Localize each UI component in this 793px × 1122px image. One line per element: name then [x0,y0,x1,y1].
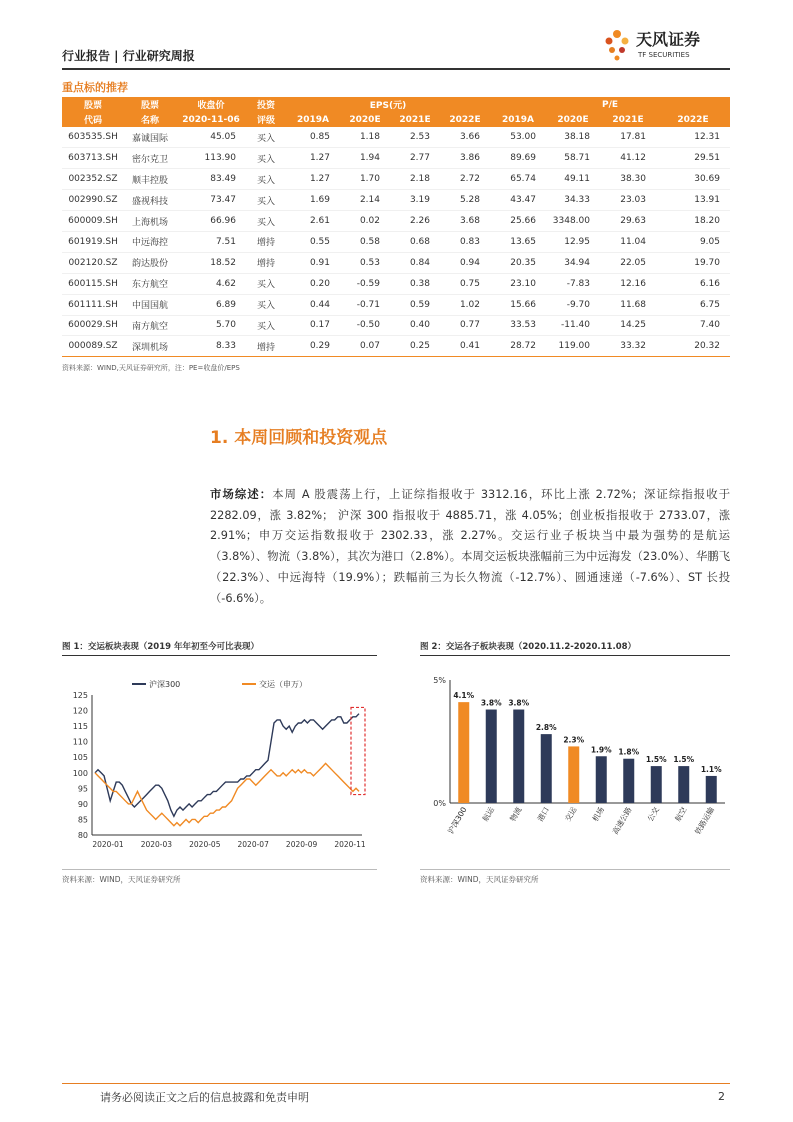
footer-disclaimer: 请务必阅读正文之后的信息披露和免责申明 [100,1091,309,1104]
data-label: 2.3% [563,735,585,745]
fig2-caption: 图 2：交运各子板块表现（2020.11.2-2020.11.08） [420,642,637,652]
header-cell: 2020E [340,112,390,127]
logo-text: 天风证券 [636,30,701,49]
table-cell: 2.14 [340,190,390,211]
section-title: 重点标的推荐 [62,81,128,94]
table-cell: 65.74 [490,169,546,190]
y-tick-label: 90 [77,799,88,809]
table-cell: 0.44 [286,294,340,315]
table-cell: 买入 [246,148,286,169]
table-cell: 0.20 [286,273,340,294]
table-cell: 603535.SH [62,127,124,148]
table-cell: 0.77 [440,315,490,336]
table-cell: 20.32 [656,336,730,357]
table-cell: 9.05 [656,231,730,252]
table-cell: 3.86 [440,148,490,169]
table-cell: 3.66 [440,127,490,148]
header-cell: 收盘价 [176,97,246,112]
table-cell: 增持 [246,231,286,252]
header-cell: 投资 [246,97,286,112]
y-tick-label: 100 [72,768,88,778]
table-row [62,127,730,148]
table-cell: 38.18 [546,127,600,148]
header-cell: 2022E [440,112,490,127]
bar [678,766,689,803]
table-cell: 上海机场 [124,211,176,232]
header-cell: 名称 [124,112,176,127]
table-cell: 601111.SH [62,294,124,315]
table-cell: 0.55 [286,231,340,252]
category-label: 沪深300 [446,805,469,836]
section-heading: 1. 本周回顾和投资观点 [210,428,388,448]
table-cell: 1.94 [340,148,390,169]
table-cell: 韵达股份 [124,252,176,273]
table-cell: 12.31 [656,127,730,148]
bar [568,746,579,803]
table-cell: 2.77 [390,148,440,169]
table-cell: 0.75 [440,273,490,294]
bar [458,702,469,803]
y-tick-label: 105 [72,753,88,763]
table-cell: 6.16 [656,273,730,294]
fig2-bottom-rule [420,869,730,870]
series-line-0 [95,714,359,817]
table-cell: 1.18 [340,127,390,148]
table-cell: 买入 [246,273,286,294]
bar [706,776,717,803]
category-label: 港口 [535,805,551,823]
table-cell: 0.91 [286,252,340,273]
table-body [62,127,730,357]
header-cell: 2022E [656,112,730,127]
table-cell: 601919.SH [62,231,124,252]
table-cell: 6.89 [176,294,246,315]
table-cell: 增持 [246,336,286,357]
table-cell: 17.81 [600,127,656,148]
data-label: 1.1% [700,764,722,774]
table-cell: 11.68 [600,294,656,315]
table-cell: 2.61 [286,211,340,232]
table-cell: 0.58 [340,231,390,252]
header-cell: 2020-11-06 [176,112,246,127]
y-tick-label: 125 [72,691,88,700]
table-cell: 38.30 [600,169,656,190]
header-cell: 代码 [62,112,124,127]
table-cell: 002990.SZ [62,190,124,211]
table-cell: 顺丰控股 [124,169,176,190]
company-logo [600,22,740,68]
category-label: 交运 [563,805,579,823]
table-cell: 600009.SH [62,211,124,232]
table-cell: 0.94 [440,252,490,273]
table-cell: 43.47 [490,190,546,211]
report-type: 行业报告 | 行业研究周报 [62,49,195,63]
table-cell: 2.53 [390,127,440,148]
table-cell: 6.75 [656,294,730,315]
table-cell: 买入 [246,169,286,190]
header-cell: 股票 [62,97,124,112]
bar [513,710,524,803]
data-label: 1.5% [645,755,667,765]
category-label: 公交 [645,805,661,823]
table-cell: 12.95 [546,231,600,252]
table-cell: 0.40 [390,315,440,336]
table-cell: -7.83 [546,273,600,294]
table-cell: 23.03 [600,190,656,211]
category-label: 机场 [590,805,606,823]
bar [486,710,497,803]
table-cell: 0.84 [390,252,440,273]
category-label: 航空 [673,805,689,823]
header-cell: 2021E [390,112,440,127]
paragraph-body: 本周 A 股震荡上行，上证综指报收于 3312.16，环比上涨 2.72%；深证综指报收于 2282.09，涨 3.82%； 沪深 300 指报收于 4885.71，涨 4.05%；创业板指报收于 2733.07，涨 2.91%；申万交运指数报收于 2302.33，涨 2.27%。交运行业子板块当中最为强势的是航运（3.8%）、物流（3.8%），其次为港口（2.8%）。本周交运板块涨幅前三为中远海发（23.0%）、华鹏飞（22.3%）、中远海特（19.9%）；跌幅前三为长久物流（-12.7%）、圆通速递（-7.6%）、ST 长投（-6.6%）。 [210,488,730,605]
table-cell: 53.00 [490,127,546,148]
table-cell: 1.69 [286,190,340,211]
y-tick-label: 85 [77,815,88,825]
table-cell: 0.02 [340,211,390,232]
x-tick-label: 2020-07 [237,840,269,849]
table-cell: 0.53 [340,252,390,273]
table-cell: 东方航空 [124,273,176,294]
y-tick-label: 115 [72,722,88,732]
table-cell: 3.19 [390,190,440,211]
table-cell: 89.69 [490,148,546,169]
bar-chart [420,665,730,860]
table-source-note: 资料来源：WIND,天风证券研究所，注：PE=收盘价/EPS [62,364,240,372]
table-row [62,336,730,357]
table-cell: 11.04 [600,231,656,252]
header-cell: 股票 [124,97,176,112]
header-rule [62,68,730,70]
paragraph-lead: 市场综述： [210,488,273,501]
data-label: 1.8% [618,747,640,757]
header-cell: 2019A [286,112,340,127]
x-tick-label: 2020-11 [334,840,366,849]
footer-rule [62,1083,730,1084]
bar [651,766,662,803]
bar [596,756,607,803]
table-cell: 1.70 [340,169,390,190]
table-cell: 3348.00 [546,211,600,232]
data-label: 3.8% [508,698,530,708]
table-cell: 0.38 [390,273,440,294]
table-row [62,190,730,211]
table-cell: 中远海控 [124,231,176,252]
fig1-caption: 图 1：交运板块表现（2019 年年初至今可比表现） [62,642,259,652]
category-label: 物流 [508,805,524,823]
table-row [62,294,730,315]
table-subheader-row [62,112,730,127]
table-cell: 0.85 [286,127,340,148]
fig2-source: 资料来源：WIND，天风证券研究所 [420,875,539,884]
table-cell: 49.11 [546,169,600,190]
table-cell: 增持 [246,252,286,273]
x-tick-label: 2020-09 [285,840,318,849]
table-cell: 7.40 [656,315,730,336]
y-tick-label: 95 [77,784,88,794]
table-cell: 买入 [246,294,286,315]
table-cell: 34.94 [546,252,600,273]
table-cell: 20.35 [490,252,546,273]
market-summary-paragraph [210,485,730,609]
table-cell: 2.18 [390,169,440,190]
logo-subtext: TF SECURITIES [638,51,690,59]
table-cell: 30.69 [656,169,730,190]
y-tick-label: 0% [433,799,446,808]
table-cell: 13.65 [490,231,546,252]
table-cell: 000089.SZ [62,336,124,357]
bar [541,734,552,803]
data-label: 4.1% [453,691,475,701]
highlight-box [351,707,365,794]
table-cell: 22.05 [600,252,656,273]
table-cell: 34.33 [546,190,600,211]
data-label: 2.8% [535,723,557,733]
table-cell: 2.26 [390,211,440,232]
header-cell: 2019A [490,112,546,127]
legend-label: 交运（申万） [259,680,307,689]
table-cell: 密尔克卫 [124,148,176,169]
table-cell: 嘉诚国际 [124,127,176,148]
header-cell-pe: P/E [490,97,730,112]
table-cell: 58.71 [546,148,600,169]
table-cell: 南方航空 [124,315,176,336]
table-cell: 29.63 [600,211,656,232]
series-line-1 [95,763,359,825]
table-cell: 7.51 [176,231,246,252]
bar [623,759,634,803]
table-cell: 41.12 [600,148,656,169]
table-cell: 15.66 [490,294,546,315]
page-number: 2 [718,1090,725,1103]
table-cell: 买入 [246,127,286,148]
category-label: 高速公路 [610,805,634,836]
table-cell: -0.59 [340,273,390,294]
x-tick-label: 2020-03 [140,840,173,849]
table-cell: 深圳机场 [124,336,176,357]
data-label: 3.8% [480,698,502,708]
table-cell: 12.16 [600,273,656,294]
table-cell: 1.02 [440,294,490,315]
table-cell: -0.50 [340,315,390,336]
table-cell: 0.68 [390,231,440,252]
table-cell: 0.07 [340,336,390,357]
fig1-source: 资料来源：WIND，天风证券研究所 [62,875,181,884]
table-cell: 2.72 [440,169,490,190]
fig1-rule [62,655,377,656]
table-cell: 19.70 [656,252,730,273]
table-cell: 002352.SZ [62,169,124,190]
table-cell: 113.90 [176,148,246,169]
category-label: 航运 [480,805,496,823]
table-row [62,231,730,252]
table-cell: 603713.SH [62,148,124,169]
table-cell: 买入 [246,190,286,211]
legend-label: 沪深300 [149,680,181,689]
table-cell: 73.47 [176,190,246,211]
table-cell: 5.28 [440,190,490,211]
header-cell: 评级 [246,112,286,127]
table-cell: 14.25 [600,315,656,336]
table-cell: 119.00 [546,336,600,357]
table-cell: 600115.SH [62,273,124,294]
category-label: 铁路运输 [693,805,716,836]
data-label: 1.5% [673,755,695,765]
table-cell: 8.33 [176,336,246,357]
y-tick-label: 120 [72,706,88,716]
table-cell: 002120.SZ [62,252,124,273]
header-cell: 2021E [600,112,656,127]
table-cell: 28.72 [490,336,546,357]
table-cell: 25.66 [490,211,546,232]
table-cell: 33.32 [600,336,656,357]
table-cell: 4.62 [176,273,246,294]
table-cell: 600029.SH [62,315,124,336]
table-cell: 83.49 [176,169,246,190]
table-cell: -9.70 [546,294,600,315]
header-cell: 2020E [546,112,600,127]
table-cell: 18.52 [176,252,246,273]
x-tick-label: 2020-05 [189,840,221,849]
table-cell: -0.71 [340,294,390,315]
table-cell: 0.59 [390,294,440,315]
table-cell: 5.70 [176,315,246,336]
stock-recommendation-table [62,97,730,357]
x-tick-label: 2020-01 [92,840,124,849]
table-row [62,252,730,273]
table-cell: 3.68 [440,211,490,232]
y-tick-label: 110 [72,737,88,747]
table-cell: 23.10 [490,273,546,294]
table-cell: 66.96 [176,211,246,232]
table-cell: 33.53 [490,315,546,336]
table-row [62,169,730,190]
table-cell: 29.51 [656,148,730,169]
logo-mark-icon [600,22,634,68]
table-row [62,273,730,294]
table-cell: 0.83 [440,231,490,252]
line-chart [62,665,377,860]
fig2-rule [420,655,730,656]
table-cell: 0.17 [286,315,340,336]
table-cell: 0.25 [390,336,440,357]
table-cell: 0.29 [286,336,340,357]
table-cell: 0.41 [440,336,490,357]
table-cell: 买入 [246,315,286,336]
data-label: 1.9% [590,745,612,755]
table-cell: 1.27 [286,148,340,169]
table-cell: -11.40 [546,315,600,336]
table-cell: 13.91 [656,190,730,211]
table-row [62,148,730,169]
header-cell-eps: EPS(元) [286,97,490,112]
table-cell: 中国国航 [124,294,176,315]
fig1-bottom-rule [62,869,377,870]
table-row [62,315,730,336]
table-cell: 1.27 [286,169,340,190]
table-row [62,211,730,232]
table-cell: 盛视科技 [124,190,176,211]
table-cell: 45.05 [176,127,246,148]
table-cell: 18.20 [656,211,730,232]
y-tick-label: 5% [433,676,446,685]
table-cell: 买入 [246,211,286,232]
y-tick-label: 80 [77,831,88,840]
